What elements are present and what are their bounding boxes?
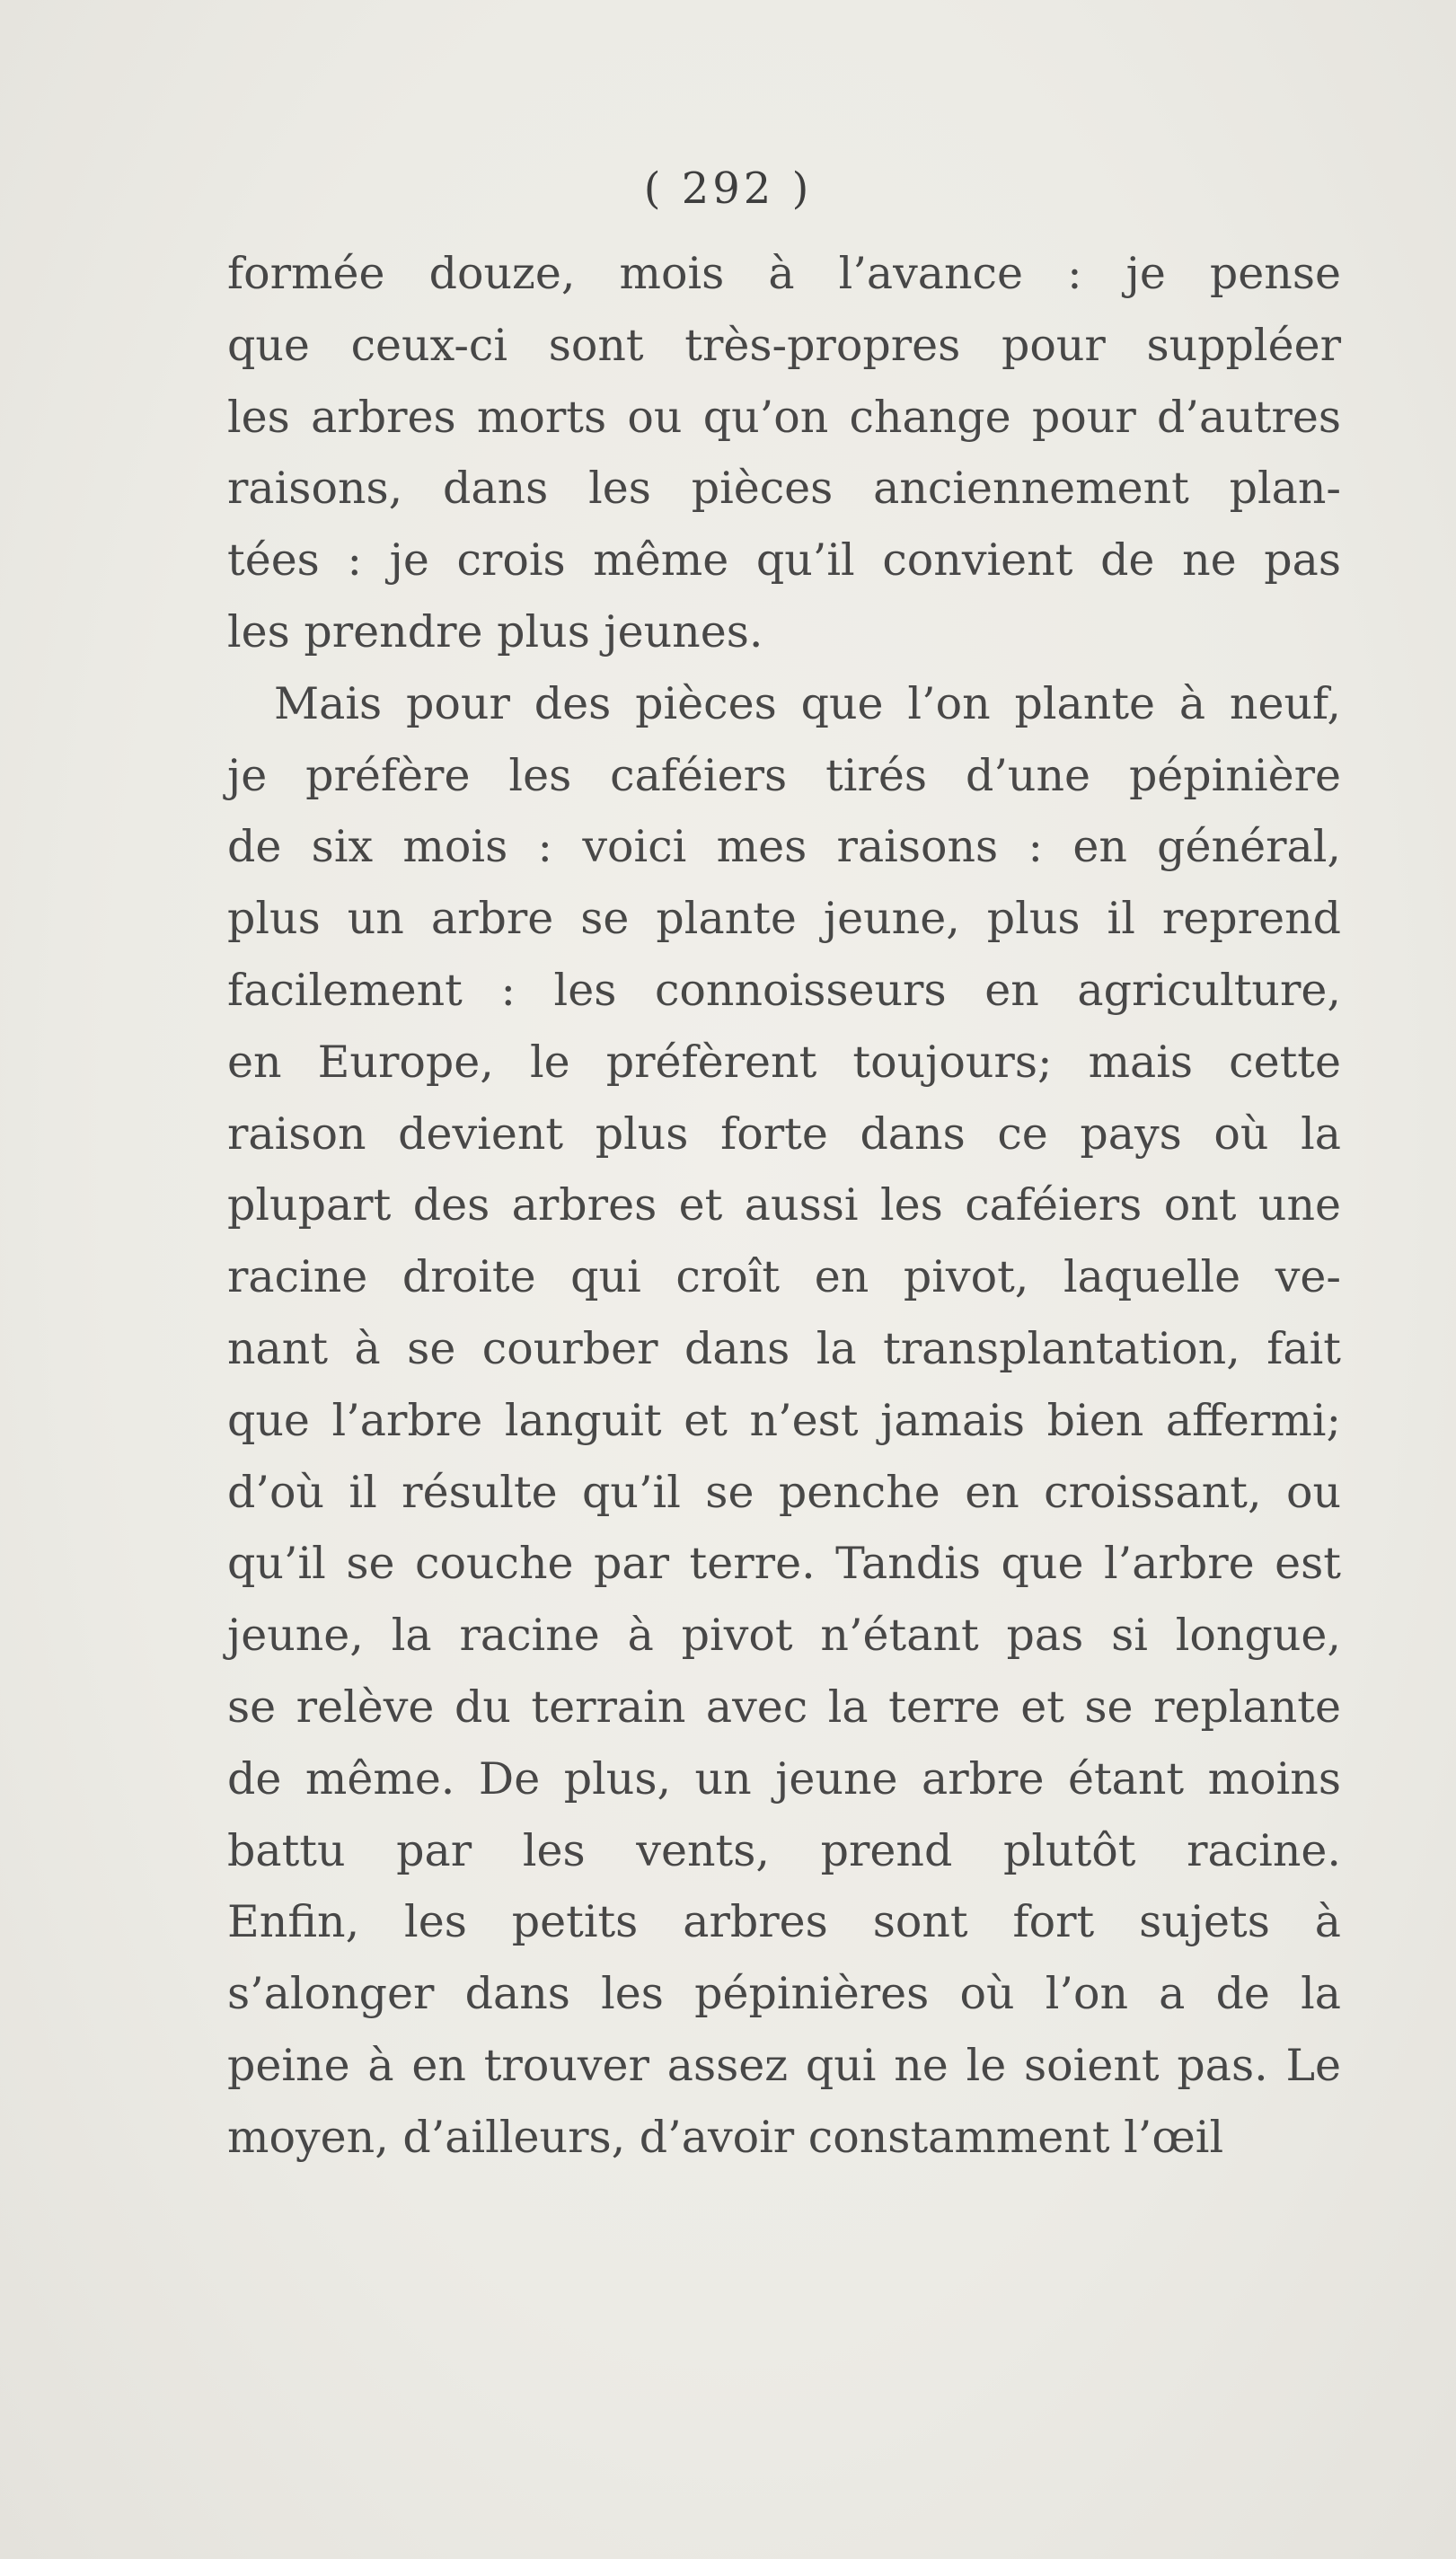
text-line: s’alonger dans les pépinières où l’on a de la (227, 1968, 1341, 2020)
text-line: peine à en trouver assez qui ne le soient pas. Le (227, 2039, 1341, 2091)
text-line: de six mois : voici mes raisons : en général, (227, 821, 1341, 873)
text-line: se relève du terrain avec la terre et se replante (227, 1681, 1341, 1733)
text-line: nant à se courber dans la transplantation, fait (227, 1322, 1341, 1374)
text-line: raison devient plus forte dans ce pays où la (227, 1107, 1341, 1160)
text-line: jeune, la racine à pivot n’étant pas si longue, (227, 1610, 1341, 1662)
text-line: facilement : les connoisseurs en agriculture, (227, 964, 1341, 1016)
text-line: qu’il se couche par terre. Tandis que l’arbre est (227, 1538, 1341, 1590)
text-line: moyen, d’ailleurs, d’avoir constamment l’œil (227, 2111, 1224, 2163)
page-number: ( 292 ) (643, 163, 813, 214)
text-line: plupart des arbres et aussi les caféiers ont une (227, 1179, 1341, 1231)
text-line: racine droite qui croît en pivot, laquelle ve- (227, 1251, 1341, 1303)
text-line: plus un arbre se plante jeune, plus il reprend (227, 893, 1341, 945)
text-line: Enfin, les petits arbres sont fort sujets à (227, 1896, 1341, 1948)
text-line: en Europe, le préfèrent toujours; mais cette (227, 1036, 1341, 1088)
text-line: raisons, dans les pièces anciennement plan- (227, 463, 1341, 515)
paragraph-end-line: les prendre plus jeunes. (227, 605, 763, 657)
text-line: les arbres morts ou qu’on change pour d’autres (227, 391, 1341, 443)
text-line: battu par les vents, prend plutôt racine. (227, 1824, 1341, 1876)
text-line: je préfère les caféiers tirés d’une pépinière (227, 749, 1341, 801)
text-line: de même. De plus, un jeune arbre étant moins (227, 1752, 1341, 1805)
text-line: que ceux-ci sont très-propres pour suppléer (227, 319, 1341, 371)
text-line: formée douze, mois à l’avance : je pense (227, 248, 1341, 299)
paragraph-start-line: Mais pour des pièces que l’on plante à neuf, (274, 677, 1341, 729)
text-line: que l’arbre languit et n’est jamais bien affermi; (227, 1394, 1341, 1446)
text-line: tées : je crois même qu’il convient de ne pas (227, 534, 1341, 587)
text-line: d’où il résulte qu’il se penche en croissant, ou (227, 1466, 1341, 1518)
body-text (227, 238, 1341, 2174)
